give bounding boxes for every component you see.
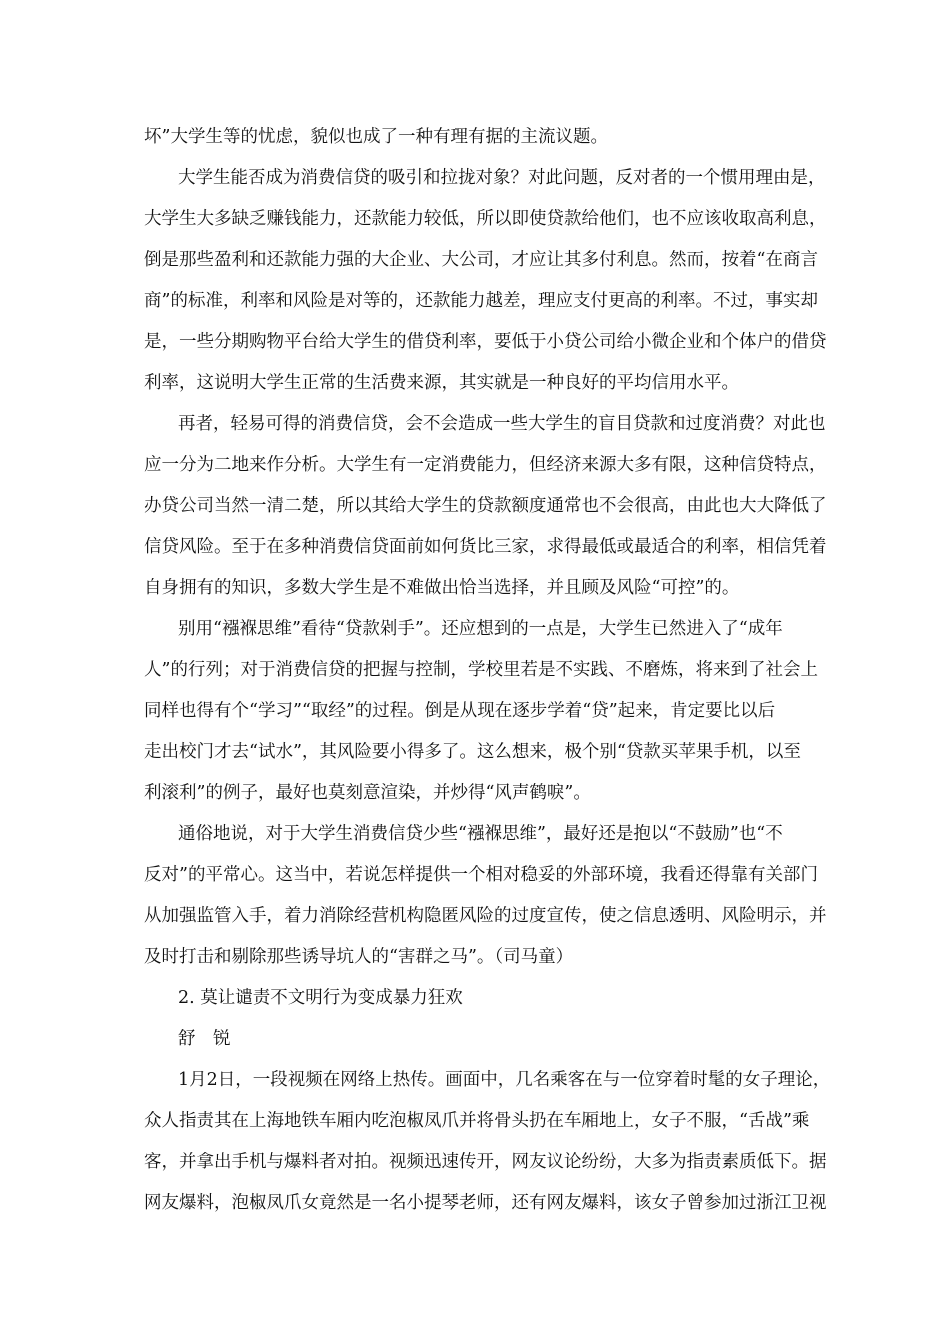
text-line: 通俗地说，对于大学生消费信贷少些“襁褓思维”，最好还是抱以“不鼓励”也“不 xyxy=(178,824,783,844)
section-heading: 2. 莫让谴责不文明行为变成暴力狂欢 xyxy=(178,988,463,1008)
text-line: 及时打击和剔除那些诱导坑人的“害群之马”。（司马童） xyxy=(144,947,574,967)
text-line: 走出校门才去“试水”，其风险要小得多了。这么想来，极个别“贷款买苹果手机，以至 xyxy=(144,742,801,762)
text-line: 同样也得有个“学习”“取经”的过程。倒是从现在逐步学着“贷”起来，肯定要比以后 xyxy=(144,701,776,721)
text-line: 商”的标准，利率和风险是对等的，还款能力越差，理应支付更高的利率。不过，事实却 xyxy=(144,291,818,311)
text-line: 1月2日，一段视频在网络上热传。画面中，几名乘客在与一位穿着时髦的女子理论， xyxy=(178,1070,831,1090)
text-line: 坏”大学生等的忧虑，貌似也成了一种有理有据的主流议题。 xyxy=(144,127,608,147)
text-line: 客，并拿出手机与爆料者对拍。视频迅速传开，网友议论纷纷，大多为指责素质低下。据 xyxy=(144,1152,827,1172)
text-line: 众人指责其在上海地铁车厢内吃泡椒凤爪并将骨头扔在车厢地上，女子不服，“舌战”乘 xyxy=(144,1111,810,1131)
text-line: 利率，这说明大学生正常的生活费来源，其实就是一种良好的平均信用水平。 xyxy=(144,373,739,393)
text-line: 办贷公司当然一清二楚，所以其给大学生的贷款额度通常也不会很高，由此也大大降低了 xyxy=(144,496,827,516)
text-line: 反对”的平常心。这当中，若说怎样提供一个相对稳妥的外部环境，我看还得靠有关部门 xyxy=(144,865,818,885)
text-line: 信贷风险。至于在多种消费信贷面前如何货比三家，求得最低或最适合的利率，相信凭着 xyxy=(144,537,827,557)
text-line: 倒是那些盈利和还款能力强的大企业、大公司，才应让其多付利息。然而，按着“在商言 xyxy=(144,250,818,270)
text-line: 是，一些分期购物平台给大学生的借贷利率，要低于小贷公司给小微企业和个体户的借贷 xyxy=(144,332,827,352)
text-line: 人”的行列；对于消费信贷的把握与控制，学校里若是不实践、不磨炼，将来到了社会上 xyxy=(144,660,818,680)
text-line: 应一分为二地来作分析。大学生有一定消费能力，但经济来源大多有限，这种信贷特点， xyxy=(144,455,827,475)
author-byline: 舒 锐 xyxy=(178,1029,231,1049)
text-line: 大学生能否成为消费信贷的吸引和拉拢对象？对此问题，反对者的一个惯用理由是， xyxy=(178,168,826,188)
text-line: 网友爆料，泡椒凤爪女竟然是一名小提琴老师，还有网友爆料，该女子曾参加过浙江卫视 xyxy=(144,1193,827,1213)
text-line: 利滚利”的例子，最好也莫刻意渲染，并炒得“风声鹤唳”。 xyxy=(144,783,591,803)
text-line: 从加强监管入手，着力消除经营机构隐匿风险的过度宣传，使之信息透明、风险明示，并 xyxy=(144,906,827,926)
text-line: 别用“襁褓思维”看待“贷款剁手”。还应想到的一点是，大学生已然进入了“成年 xyxy=(178,619,783,639)
text-line: 自身拥有的知识，多数大学生是不难做出恰当选择，并且顾及风险“可控”的。 xyxy=(144,578,740,598)
text-line: 再者，轻易可得的消费信贷，会不会造成一些大学生的盲目贷款和过度消费？对此也 xyxy=(178,414,826,434)
text-line: 大学生大多缺乏赚钱能力，还款能力较低，所以即使贷款给他们，也不应该收取高利息， xyxy=(144,209,827,229)
